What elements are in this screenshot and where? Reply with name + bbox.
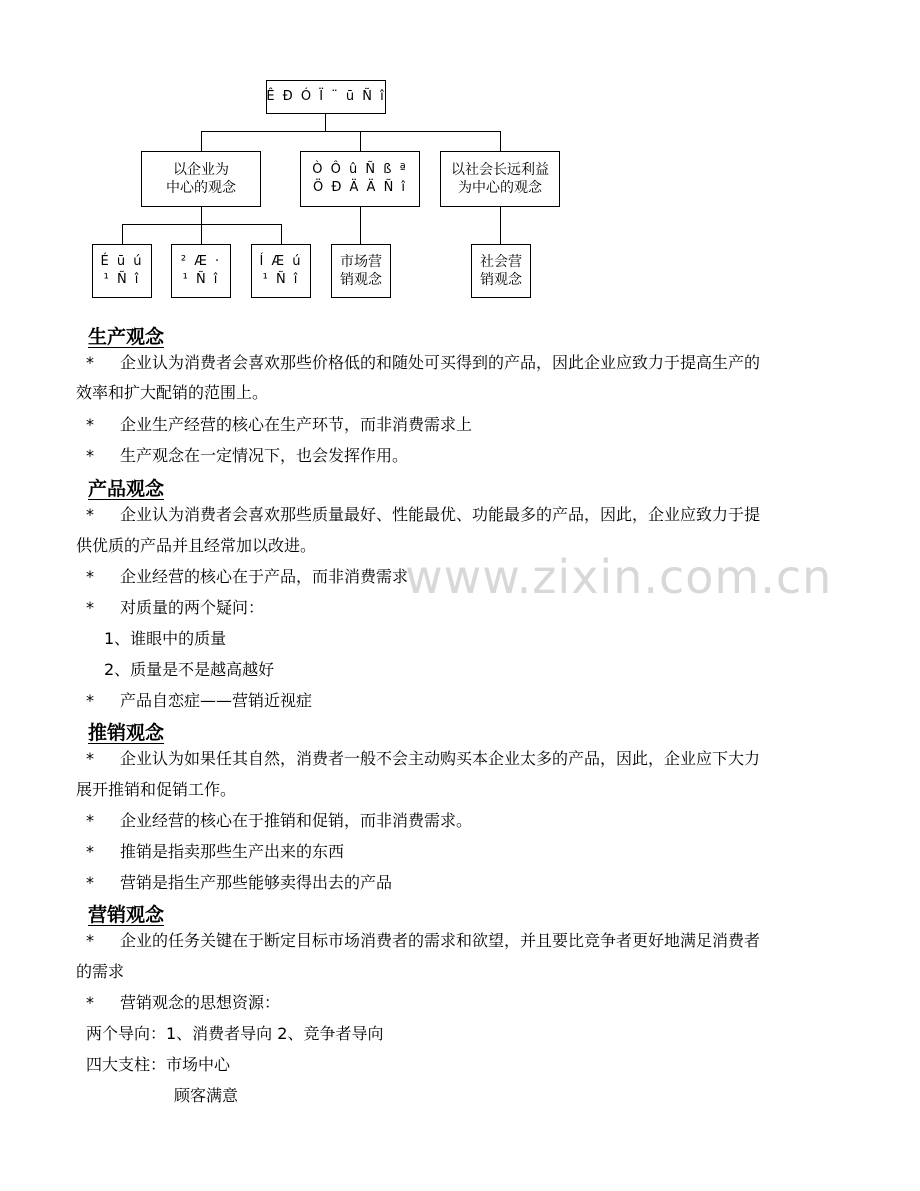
bullet-marker: * — [86, 415, 94, 434]
numbered-item: 1、谁眼中的质量 — [104, 629, 227, 648]
bullet-text: 企业认为消费者会喜欢那些价格低的和随处可买得到的产品，因此企业应致力于提高生产的 — [120, 353, 761, 372]
connector — [500, 131, 501, 151]
bullet-marker: * — [86, 353, 94, 372]
box-label: É ū ú — [100, 254, 144, 269]
connector — [201, 224, 202, 244]
bullet-marker: * — [86, 931, 94, 950]
bullet-marker: * — [86, 505, 94, 524]
box-label: 以社会长远利益 — [451, 162, 549, 178]
bullet-text: 对质量的两个疑问： — [120, 598, 265, 617]
orientation-line: 两个导向：1、消费者导向 2、竞争者导向 — [86, 1024, 384, 1043]
box-label: Ö Ð Ä Ä Ñ î — [312, 180, 408, 195]
connector — [281, 224, 282, 244]
bullet-marker: * — [86, 811, 94, 830]
concept-tree-diagram — [0, 0, 920, 320]
bullet-text: 企业经营的核心在于产品，而非消费需求 — [120, 567, 409, 586]
connector — [201, 131, 202, 151]
section-heading-product: 产品观念 — [88, 478, 165, 500]
bullet-marker: * — [86, 749, 94, 768]
bullet-marker: * — [86, 691, 94, 710]
watermark: www.zixin.com.cn — [405, 550, 833, 604]
bullet-text: 产品自恋症——营销近视症 — [120, 691, 313, 710]
bullet-marker: * — [86, 873, 94, 892]
bullet-text: 企业生产经营的核心在生产环节，而非消费需求上 — [120, 415, 473, 434]
diagram-node-society-centered — [440, 151, 560, 207]
bullet-text: 企业认为消费者会喜欢那些质量最好、性能最优、功能最多的产品，因此，企业应致力于提 — [120, 505, 761, 524]
connector — [201, 206, 202, 224]
connector — [122, 224, 123, 244]
box-label: 销观念 — [480, 272, 522, 288]
bullet-marker: * — [86, 567, 94, 586]
diagram-leaf-product-concept — [171, 244, 231, 298]
box-label: 市场营 — [340, 254, 382, 270]
diagram-node-enterprise-centered — [141, 151, 261, 207]
bullet-marker: * — [86, 993, 94, 1012]
diagram-node-consumer-centered — [300, 151, 420, 207]
connector — [360, 131, 361, 151]
box-label: 社会营 — [480, 254, 522, 270]
diagram-leaf-selling-concept — [251, 244, 311, 298]
section-heading-marketing: 营销观念 — [88, 904, 165, 926]
connector — [500, 206, 501, 244]
diagram-leaf-societal-marketing — [471, 244, 531, 298]
connector — [325, 113, 326, 131]
bullet-text: 营销是指生产那些能够卖得出去的产品 — [120, 873, 393, 892]
section-heading-production: 生产观念 — [88, 326, 165, 348]
box-label: Ê Ð Ó Ï ¨ ū Ñ î — [266, 89, 386, 104]
bullet-text-continuation: 效率和扩大配销的范围上。 — [76, 383, 269, 402]
box-label: 销观念 — [340, 272, 382, 288]
box-label: ¹ Ñ î — [182, 272, 220, 287]
diagram-leaf-marketing-concept — [331, 244, 391, 298]
bullet-text-continuation: 供优质的产品并且经常加以改进。 — [76, 536, 317, 555]
bullet-text: 生产观念在一定情况下，也会发挥作用。 — [120, 446, 409, 465]
connector — [360, 206, 361, 244]
bullet-text: 企业经营的核心在于推销和促销，而非消费需求。 — [120, 811, 473, 830]
box-label: ¹ Ñ î — [103, 272, 141, 287]
bullet-text-continuation: 展开推销和促销工作。 — [76, 780, 237, 799]
pillars-line: 四大支柱：市场中心 — [86, 1055, 231, 1074]
box-label: 为中心的观念 — [458, 180, 542, 196]
numbered-item: 2、质量是不是越高越好 — [104, 660, 275, 679]
box-label: ¹ Ñ î — [262, 272, 300, 287]
bullet-text-continuation: 的需求 — [76, 962, 125, 981]
pillars-line-continuation: 顾客满意 — [174, 1086, 239, 1105]
bullet-text: 企业的任务关键在于断定目标市场消费者的需求和欲望，并且要比竞争者更好地满足消费者 — [120, 931, 761, 950]
bullet-marker: * — [86, 598, 94, 617]
box-label: ² Æ · — [180, 254, 222, 269]
bullet-text: 营销观念的思想资源： — [120, 993, 281, 1012]
bullet-marker: * — [86, 842, 94, 861]
diagram-leaf-production-concept — [92, 244, 152, 298]
connector — [201, 131, 501, 132]
bullet-marker: * — [86, 446, 94, 465]
box-label: Ò Ô û Ñ ß ª — [312, 162, 408, 177]
box-label: 以企业为 — [173, 162, 229, 178]
bullet-text: 企业认为如果任其自然，消费者一般不会主动购买本企业太多的产品，因此，企业应下大力 — [120, 749, 761, 768]
connector — [122, 224, 282, 225]
box-label: Í Æ ú — [259, 254, 303, 269]
bullet-text: 推销是指卖那些生产出来的东西 — [120, 842, 345, 861]
section-heading-selling: 推销观念 — [88, 722, 165, 744]
box-label: 中心的观念 — [166, 180, 236, 196]
diagram-root-box — [266, 80, 386, 114]
